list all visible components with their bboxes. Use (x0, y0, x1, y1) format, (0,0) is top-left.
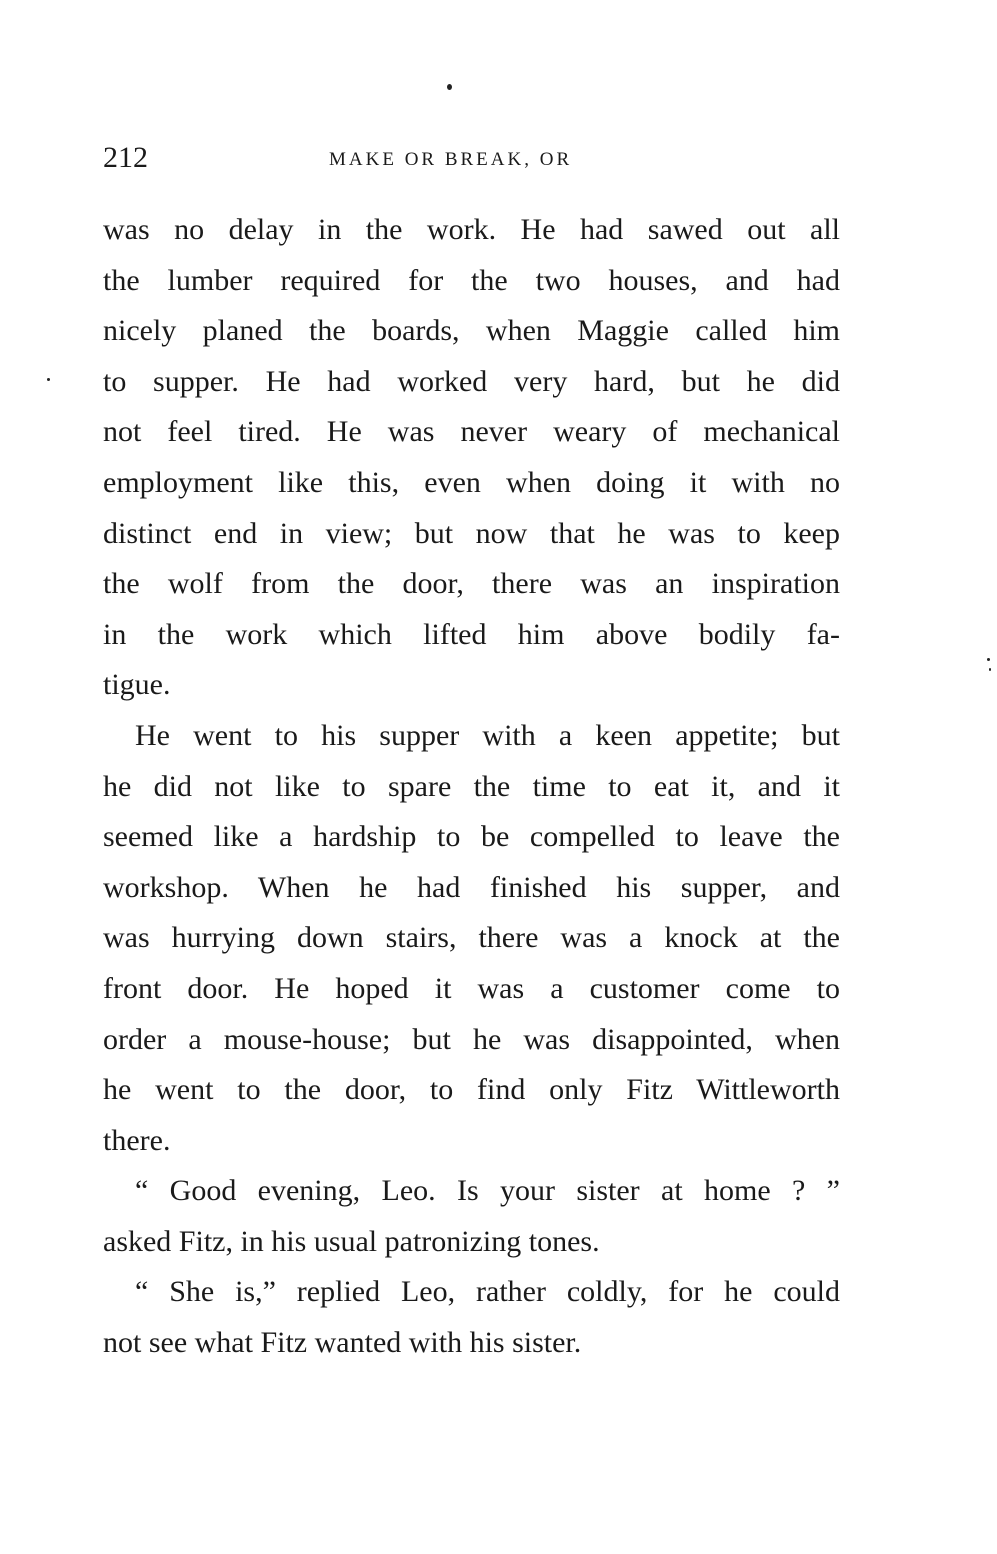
text-line: front door. He hoped it was a customer come to (103, 971, 840, 1005)
ink-speck (987, 658, 990, 661)
text-line: there. (103, 1123, 171, 1157)
text-line: nicely planed the boards, when Maggie called him (103, 314, 840, 348)
paragraph (103, 1166, 840, 1267)
paragraph (103, 205, 840, 711)
ink-speck (47, 378, 50, 381)
body-text (103, 205, 840, 1369)
ink-speck (447, 84, 452, 90)
text-line: seemed like a hardship to be compelled to leave the (103, 820, 840, 854)
text-line: “ She is,” replied Leo, rather coldly, for he could (135, 1275, 840, 1309)
text-line: he went to the door, to find only Fitz Wittleworth (103, 1073, 840, 1107)
running-title: MAKE OR BREAK, OR (329, 149, 573, 170)
text-line: workshop. When he had finished his supper, and (103, 870, 840, 904)
text-line: distinct end in view; but now that he was to keep (103, 516, 840, 550)
text-line: to supper. He had worked very hard, but he did (103, 364, 840, 398)
text-line: employment like this, even when doing it with no (103, 465, 840, 499)
running-head (103, 140, 843, 180)
text-line: asked Fitz, in his usual patronizing tones. (103, 1224, 600, 1258)
paragraph (103, 711, 840, 1166)
text-line: he did not like to spare the time to eat it, and it (103, 769, 840, 803)
text-line: not feel tired. He was never weary of mechanical (103, 415, 840, 449)
text-line: order a mouse-house; but he was disappointed, when (103, 1022, 840, 1056)
text-line: the lumber required for the two houses, and had (103, 263, 840, 297)
text-line: not see what Fitz wanted with his sister. (103, 1326, 582, 1360)
ink-speck (989, 668, 991, 671)
text-line: He went to his supper with a keen appetite; but (135, 718, 840, 752)
text-line: was no delay in the work. He had sawed out all (103, 213, 840, 246)
text-line: “ Good evening, Leo. Is your sister at home ? ” (135, 1174, 840, 1208)
text-line: the wolf from the door, there was an inspiration (103, 567, 840, 601)
page-number: 212 (103, 141, 148, 174)
text-line: in the work which lifted him above bodily fa- (103, 617, 840, 651)
text-line: tigue. (103, 668, 171, 702)
paragraph (103, 1267, 840, 1368)
text-line: was hurrying down stairs, there was a knock at the (103, 921, 840, 955)
